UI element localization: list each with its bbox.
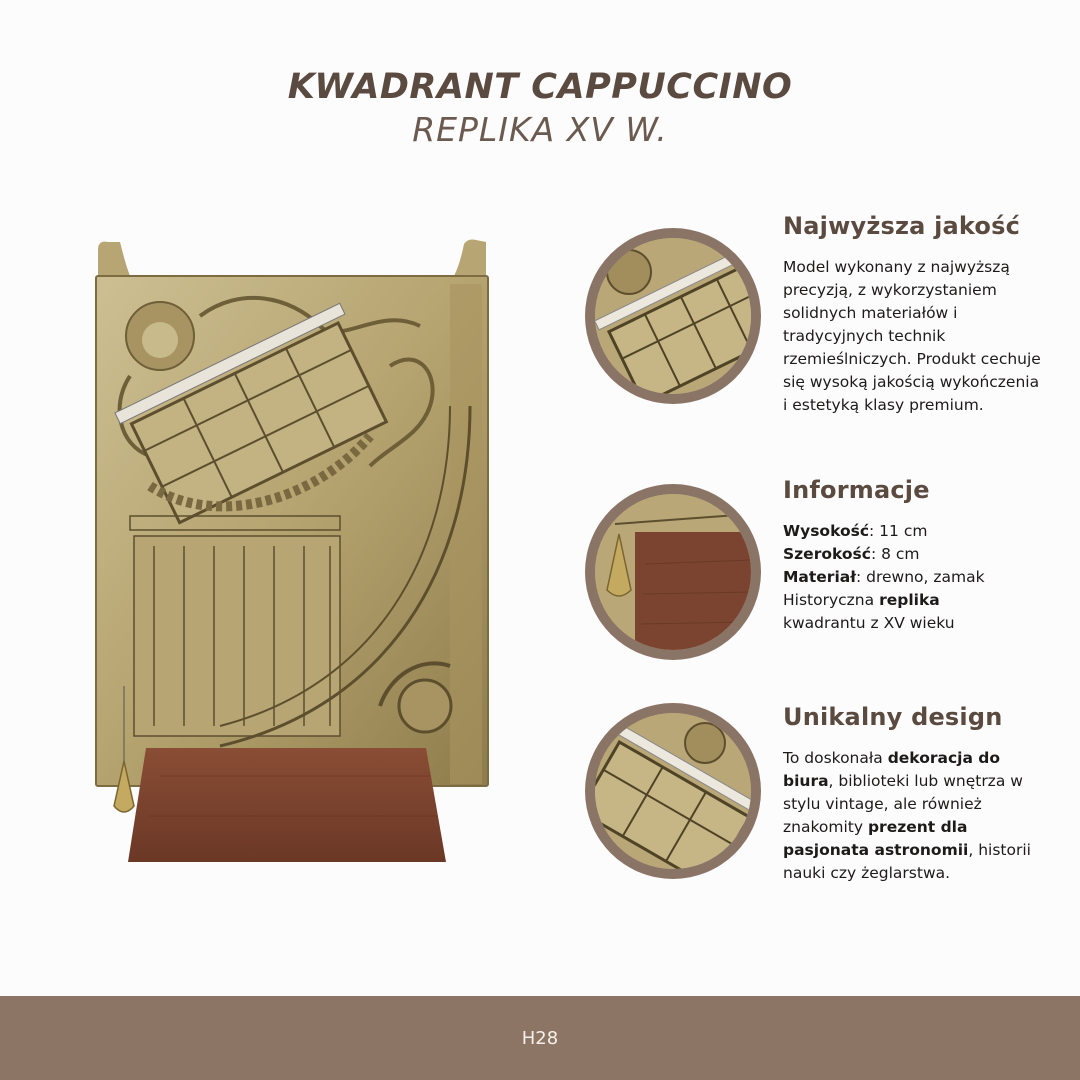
feature-quality-text: Model wykonany z najwyższą precyzją, z wykorzystaniem solidnych materiałów i tradycyjnych technik rzemieślniczych. Produkt cechuje się wysoką jakością wykończenia i estetyką klasy premium. bbox=[783, 258, 1041, 414]
history-suffix: kwadrantu z XV wieku bbox=[783, 614, 955, 632]
feature-info bbox=[783, 476, 1043, 635]
material-value: : drewno, zamak bbox=[855, 568, 985, 586]
feature-info-heading: Informacje bbox=[783, 476, 930, 504]
product-image bbox=[90, 236, 500, 866]
design-text-2: , biblioteki lub wnętrza w stylu vintage, ale również znakomity bbox=[783, 772, 1023, 836]
footer-bar bbox=[0, 996, 1080, 1080]
feature-info-text bbox=[783, 520, 1043, 635]
detail-image-base bbox=[585, 484, 761, 660]
height-value: : 11 cm bbox=[869, 522, 928, 540]
feature-quality-heading: Najwyższa jakość bbox=[783, 212, 1021, 240]
product-code: H28 bbox=[521, 1027, 559, 1049]
feature-design-text bbox=[783, 747, 1043, 885]
history-prefix: Historyczna bbox=[783, 591, 880, 609]
feature-quality bbox=[783, 212, 1043, 417]
detail-image-design bbox=[585, 703, 761, 879]
product-subtitle: REPLIKA XV W. bbox=[412, 110, 668, 149]
height-label: Wysokość bbox=[783, 522, 870, 540]
width-value: : 8 cm bbox=[870, 545, 920, 563]
design-text-3: , historii nauki czy żeglarstwa. bbox=[783, 841, 1031, 882]
design-bold-2: prezent dla pasjonata astronomii bbox=[783, 818, 969, 859]
design-text-1: To doskonała bbox=[783, 749, 888, 767]
feature-design bbox=[783, 703, 1043, 885]
detail-image-engraving bbox=[585, 228, 761, 404]
material-label: Materiał bbox=[783, 568, 856, 586]
history-bold: replika bbox=[879, 591, 940, 609]
design-bold-1: dekoracja do biura bbox=[783, 749, 1001, 790]
width-label: Szerokość bbox=[783, 545, 871, 563]
product-title: KWADRANT CAPPUCCINO bbox=[287, 67, 793, 107]
title-block bbox=[0, 64, 1080, 150]
feature-design-heading: Unikalny design bbox=[783, 703, 1003, 731]
